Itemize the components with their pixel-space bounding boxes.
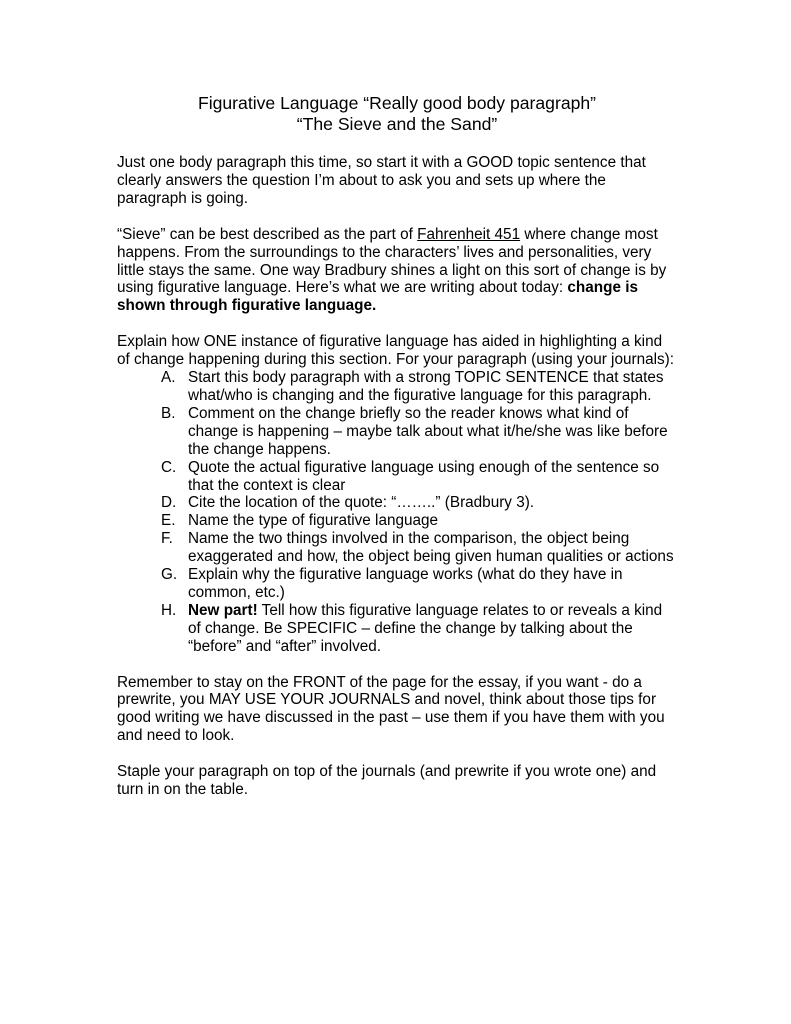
step-text: Cite the location of the quote: “……..” (Bradbury 3).	[188, 494, 535, 512]
step-letter: F.	[161, 530, 173, 548]
step-text: Start this body paragraph with a strong TOPIC SENTENCE that states what/who is changing and the figurative language for this paragraph.	[188, 369, 664, 404]
staple-paragraph: Staple your paragraph on top of the journals (and prewrite if you wrote one) and turn in on the table.	[117, 763, 657, 799]
step-text: Quote the actual figurative language using enough of the sentence so that the context is clear	[188, 458, 660, 494]
title-line-2: “The Sieve and the Sand”	[296, 114, 498, 134]
list-item	[161, 404, 677, 459]
step-text: Comment on the change briefly so the reader knows what kind of change is happening – maybe talk about what it/he/she was like before the change happens.	[188, 404, 668, 458]
step-letter: A.	[161, 369, 176, 387]
step-letter: H.	[161, 601, 177, 619]
sieve-text-2: where change most happens. From the surroundings to the characters’ lives and personalities, very little stays the same. One way Bradbury shines a light on this sort of change is by using figurative language. Here’s what we are writing about today:	[117, 225, 667, 297]
steps-list	[117, 369, 677, 656]
step-letter: C.	[161, 458, 177, 476]
sieve-bold-text: change is shown through figurative language.	[117, 279, 638, 315]
title-line-1: Figurative Language “Really good body paragraph”	[197, 93, 597, 113]
step-letter: G.	[161, 566, 178, 584]
step-text: Explain why the figurative language works (what do they have in common, etc.)	[188, 566, 623, 601]
list-item	[161, 458, 677, 495]
list-item	[161, 512, 677, 530]
document-page	[117, 93, 677, 799]
intro-paragraph: Just one body paragraph this time, so start it with a GOOD topic sentence that clearly answers the question I’m about to ask you and sets up where the paragraph is going.	[117, 154, 646, 207]
list-item	[161, 601, 677, 656]
book-title: Fahrenheit 451	[417, 225, 521, 243]
step-letter: B.	[161, 404, 176, 422]
step-letter: E.	[161, 512, 176, 530]
list-item	[161, 530, 677, 566]
list-item	[161, 566, 677, 602]
document-title	[117, 93, 677, 135]
step-letter: D.	[161, 494, 177, 512]
list-item	[161, 369, 677, 405]
step-text: Name the two things involved in the comparison, the object being exaggerated and how, the object being given human qualities or actions	[188, 530, 674, 566]
explain-paragraph: Explain how ONE instance of figurative language has aided in highlighting a kind of change happening during this section. For your paragraph (using your journals):	[117, 333, 674, 369]
remember-paragraph: Remember to stay on the FRONT of the page for the essay, if you want - do a prewrite, you MAY USE YOUR JOURNALS and novel, think about those tips for good writing we have discussed in the past – use them if you have them with you and need to look.	[117, 673, 665, 745]
step-bold-label: New part!	[188, 601, 258, 619]
step-text: Tell how this figurative language relates to or reveals a kind of change. Be SPECIFIC – define the change by talking about the “before” and “after” involved.	[188, 601, 663, 655]
list-item	[161, 494, 677, 512]
step-text: Name the type of figurative language	[188, 512, 439, 530]
sieve-paragraph	[117, 226, 677, 316]
sieve-text-1: “Sieve” can be best described as the part of	[117, 225, 418, 243]
